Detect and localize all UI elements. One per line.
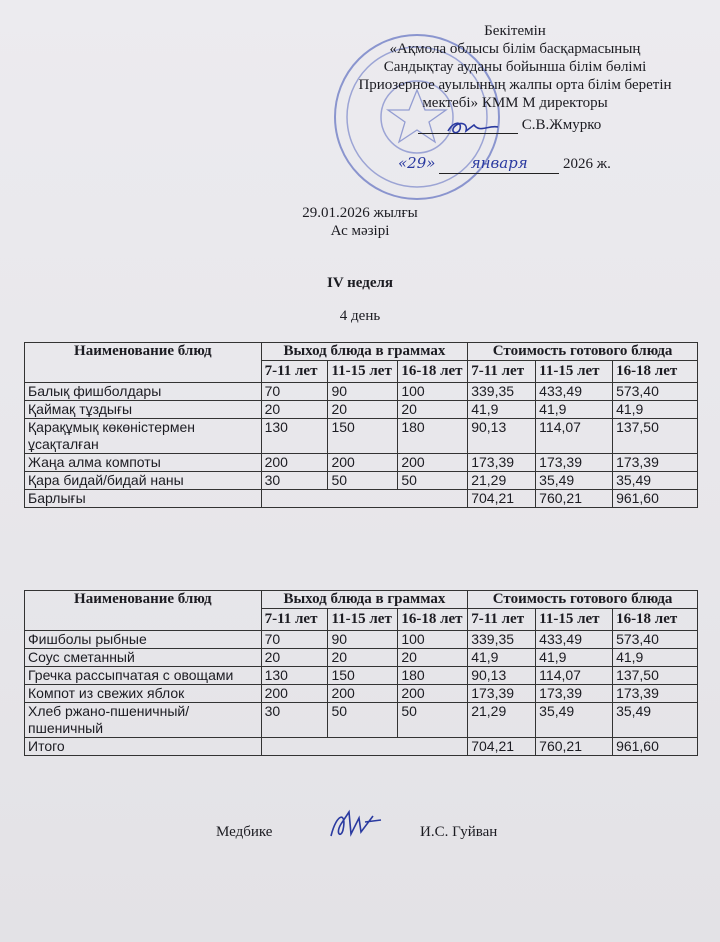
cost-cell: 41,9 (613, 401, 698, 419)
cost-cell: 35,49 (536, 472, 613, 490)
age-header: 7-11 лет (468, 361, 536, 383)
approval-date-year: 2026 ж. (562, 156, 611, 172)
approval-date-month-field (439, 154, 559, 174)
output-grams-cell: 20 (398, 649, 468, 667)
cost-cell: 35,49 (613, 703, 698, 738)
table-row (25, 649, 698, 667)
table-row (25, 454, 698, 472)
age-header: 16-18 лет (398, 609, 468, 631)
week-label: IV неделя (326, 275, 394, 291)
age-header: 7-11 лет (468, 609, 536, 631)
dish-name: Қарақұмық көкөністермен ұсақталған (25, 419, 262, 454)
age-header: 11-15 лет (536, 609, 613, 631)
cost-cell: 573,40 (613, 383, 698, 401)
column-header-cost: Стоимость готового блюда (468, 591, 698, 609)
age-header: 16-18 лет (613, 609, 698, 631)
output-grams-cell: 200 (398, 454, 468, 472)
output-grams-cell: 20 (398, 401, 468, 419)
table-row (25, 667, 698, 685)
cost-cell: 41,9 (468, 649, 536, 667)
approval-line: Бекітемін (484, 23, 546, 39)
output-grams-cell: 20 (328, 401, 398, 419)
output-grams-cell: 200 (261, 685, 328, 703)
cost-cell: 173,39 (536, 454, 613, 472)
approval-line: Приозерное ауылының жалпы орта білім беретін (358, 77, 672, 93)
cost-cell: 35,49 (536, 703, 613, 738)
cost-cell: 433,49 (536, 383, 613, 401)
approval-date-month: января (470, 154, 528, 172)
table-row (25, 631, 698, 649)
column-header-output: Выход блюда в граммах (261, 343, 468, 361)
column-header-name: Наименование блюд (25, 591, 262, 631)
output-grams-cell: 100 (398, 383, 468, 401)
cost-cell: 114,07 (536, 419, 613, 454)
cost-cell: 35,49 (613, 472, 698, 490)
cost-cell: 21,29 (468, 703, 536, 738)
director-name: С.В.Жмурко (521, 117, 602, 133)
output-grams-cell: 150 (328, 419, 398, 454)
cost-cell: 173,39 (613, 454, 698, 472)
output-grams-cell: 130 (261, 419, 328, 454)
age-header: 7-11 лет (261, 609, 328, 631)
cost-cell: 114,07 (536, 667, 613, 685)
age-header: 11-15 лет (328, 609, 398, 631)
nurse-name: И.С. Гуйван (420, 824, 498, 840)
age-header: 11-15 лет (328, 361, 398, 383)
output-grams-cell: 30 (261, 703, 328, 738)
output-grams-cell: 50 (398, 703, 468, 738)
director-signature-line (418, 117, 608, 134)
nurse-role: Медбике (216, 824, 273, 840)
table-row (25, 383, 698, 401)
empty-cell (261, 738, 468, 756)
output-grams-cell: 20 (328, 649, 398, 667)
output-grams-cell: 90 (328, 383, 398, 401)
cost-cell: 339,35 (468, 383, 536, 401)
output-grams-cell: 20 (261, 401, 328, 419)
approval-line: «Ақмола облысы білім басқармасының (389, 41, 641, 57)
total-label: Барлығы (25, 490, 262, 508)
column-header-cost: Стоимость готового блюда (468, 343, 698, 361)
nurse-signature-icon (325, 808, 385, 844)
empty-cell (261, 490, 468, 508)
cost-cell: 41,9 (536, 401, 613, 419)
age-header: 16-18 лет (398, 361, 468, 383)
output-grams-cell: 200 (261, 454, 328, 472)
approval-date-day: «29» (398, 154, 436, 172)
column-header-name: Наименование блюд (25, 343, 262, 383)
cost-cell: 173,39 (468, 685, 536, 703)
total-cost-cell: 961,60 (613, 738, 698, 756)
day-label: 4 день (339, 308, 381, 324)
age-header: 16-18 лет (613, 361, 698, 383)
output-grams-cell: 30 (261, 472, 328, 490)
total-cost-cell: 704,21 (468, 490, 536, 508)
dish-name: Соус сметанный (25, 649, 262, 667)
output-grams-cell: 130 (261, 667, 328, 685)
total-row (25, 490, 698, 508)
age-header: 7-11 лет (261, 361, 328, 383)
dish-name: Балық фишболдары (25, 383, 262, 401)
dish-name: Жаңа алма компоты (25, 454, 262, 472)
total-cost-cell: 704,21 (468, 738, 536, 756)
cost-cell: 137,50 (613, 419, 698, 454)
output-grams-cell: 70 (261, 383, 328, 401)
cost-cell: 173,39 (536, 685, 613, 703)
approval-date (398, 154, 611, 174)
output-grams-cell: 180 (398, 419, 468, 454)
table-row (25, 419, 698, 454)
output-grams-cell: 50 (328, 703, 398, 738)
total-row (25, 738, 698, 756)
output-grams-cell: 20 (261, 649, 328, 667)
column-header-output: Выход блюда в граммах (261, 591, 468, 609)
cost-cell: 41,9 (468, 401, 536, 419)
table-row (25, 703, 698, 738)
table-row (25, 401, 698, 419)
menu-title: Ас мәзірі (330, 223, 390, 239)
dish-name: Фишболы рыбные (25, 631, 262, 649)
age-header: 11-15 лет (536, 361, 613, 383)
cost-cell: 90,13 (468, 419, 536, 454)
cost-cell: 339,35 (468, 631, 536, 649)
output-grams-cell: 180 (398, 667, 468, 685)
signature-underline (418, 119, 518, 134)
cost-cell: 433,49 (536, 631, 613, 649)
dish-name: Қаймақ тұздығы (25, 401, 262, 419)
total-label: Итого (25, 738, 262, 756)
table-body (25, 383, 698, 508)
total-cost-cell: 760,21 (536, 738, 613, 756)
output-grams-cell: 50 (398, 472, 468, 490)
total-cost-cell: 961,60 (613, 490, 698, 508)
dish-name: Қара бидай/бидай наны (25, 472, 262, 490)
table-body (25, 631, 698, 756)
table-row (25, 685, 698, 703)
menu-date: 29.01.2026 жылғы (302, 205, 418, 221)
output-grams-cell: 50 (328, 472, 398, 490)
table-row (25, 472, 698, 490)
approval-line: Сандықтау ауданы бойынша білім бөлімі (383, 59, 647, 75)
output-grams-cell: 90 (328, 631, 398, 649)
output-grams-cell: 200 (328, 685, 398, 703)
total-cost-cell: 760,21 (536, 490, 613, 508)
approval-block (320, 22, 710, 112)
approval-line: мектебі» КММ М директоры (422, 95, 608, 111)
menu-table-ru (24, 590, 698, 756)
cost-cell: 137,50 (613, 667, 698, 685)
output-grams-cell: 200 (328, 454, 398, 472)
dish-name: Компот из свежих яблок (25, 685, 262, 703)
cost-cell: 173,39 (468, 454, 536, 472)
dish-name: Хлеб ржано-пшеничный/пшеничный (25, 703, 262, 738)
output-grams-cell: 100 (398, 631, 468, 649)
cost-cell: 90,13 (468, 667, 536, 685)
cost-cell: 573,40 (613, 631, 698, 649)
output-grams-cell: 70 (261, 631, 328, 649)
cost-cell: 21,29 (468, 472, 536, 490)
dish-name: Гречка рассыпчатая с овощами (25, 667, 262, 685)
cost-cell: 41,9 (536, 649, 613, 667)
output-grams-cell: 200 (398, 685, 468, 703)
menu-table-kz (24, 342, 698, 508)
output-grams-cell: 150 (328, 667, 398, 685)
cost-cell: 173,39 (613, 685, 698, 703)
cost-cell: 41,9 (613, 649, 698, 667)
handwritten-signature-icon (444, 119, 504, 137)
